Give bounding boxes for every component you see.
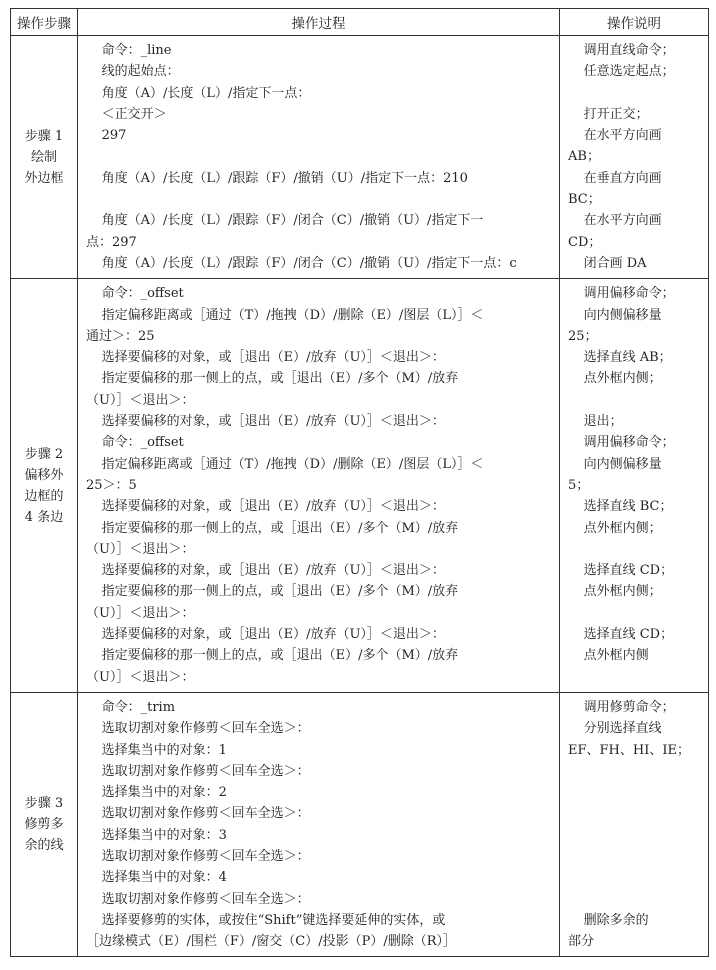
process-line: 选取切割对象作修剪＜回车全选＞： (101, 891, 310, 907)
note-line (568, 825, 704, 846)
process-line: 选择要偏移的对象，或［退出（E）/放弃（U）］＜退出＞： (101, 563, 445, 579)
note-line: 点外框内侧； (583, 520, 662, 536)
note-line: 25； (568, 328, 598, 344)
process-line: 命令：_offset (101, 435, 184, 451)
note-line: 删除多余的 (583, 912, 649, 928)
process-line: 选取切割对象作修剪＜回车全选＞： (101, 806, 310, 822)
table-row (11, 279, 709, 693)
process-line: 指定要偏移的那一侧上的点，或［退出（E）/多个（M）/放弃 (101, 371, 459, 387)
step-label-line: 边框的 (24, 488, 64, 504)
note-line (568, 390, 704, 411)
header-process: 操作过程 (78, 9, 560, 36)
process-line: 指定要偏移的那一侧上的点，或［退出（E）/多个（M）/放弃 (101, 584, 459, 600)
operation-table (10, 8, 709, 957)
note-line: 调用直线命令； (583, 43, 675, 58)
process-line: 选择集当中的对象：3 (101, 827, 227, 843)
process-cell (78, 279, 560, 693)
note-line (568, 889, 704, 910)
process-line: 角度（A）/长度（L）/跟踪（F）/撤销（U）/指定下一点：210 (101, 170, 468, 186)
note-line: 5； (568, 477, 590, 493)
process-line: 选取切割对象作修剪＜回车全选＞： (101, 848, 310, 864)
process-line: （U）］＜退出＞： (86, 541, 195, 557)
note-line: 点外框内侧； (583, 371, 662, 387)
note-line: 调用偏移命令； (583, 435, 675, 451)
step-cell (11, 279, 78, 693)
process-line: 选取切割对象作修剪＜回车全选＞： (101, 721, 310, 737)
process-line: ［边缘模式（E）/围栏（F）/窗交（C）/投影（P）/删除（R）］ (86, 934, 457, 950)
step-cell (11, 36, 78, 279)
note-line: AB； (568, 149, 600, 165)
header-notes: 操作说明 (560, 9, 709, 36)
process-line: 指定要偏移的那一侧上的点，或［退出（E）/多个（M）/放弃 (101, 648, 459, 664)
process-line: 角度（A）/长度（L）/跟踪（F）/闭合（C）/撤销（U）/指定下一 (101, 213, 484, 229)
note-line: EF、FH、HI、IE； (568, 742, 690, 758)
step-label-line: 步骤 1 (24, 128, 64, 144)
table-row (11, 36, 709, 279)
process-cell (78, 692, 560, 957)
note-line: 选择直线 CD； (583, 563, 674, 579)
step-label-line: 余的线 (24, 838, 64, 854)
process-line: 线的起始点： (101, 64, 180, 80)
process-line: 选择要偏移的对象，或［退出（E）/放弃（U）］＜退出＞： (101, 414, 445, 430)
process-line: 选择集当中的对象：1 (101, 742, 227, 758)
note-line: 调用修剪命令； (583, 699, 675, 715)
process-line: （U）］＜退出＞： (86, 605, 195, 621)
note-line: 打开正交； (583, 106, 649, 122)
note-line: 退出； (583, 414, 623, 430)
process-line: 指定偏移距离或［通过（T）/拖拽（D）/删除（E）/图层（L）］＜ (101, 456, 484, 472)
notes-cell (560, 692, 709, 957)
step-cell (11, 692, 78, 957)
step-label-line: 修剪多 (24, 817, 64, 833)
note-line (568, 761, 704, 782)
note-line (568, 667, 704, 688)
process-line: 点：297 (86, 234, 137, 250)
note-line: 调用偏移命令； (583, 286, 675, 302)
process-line: ＜正交开＞ (101, 106, 167, 122)
operation-table-document (10, 8, 709, 957)
note-line (568, 846, 704, 867)
process-line: 297 (101, 128, 127, 144)
note-line: 在水平方向画 (583, 128, 662, 144)
step-label-line: 步骤 2 (24, 446, 64, 462)
step-label-line: 偏移外 (24, 467, 64, 483)
note-line: 部分 (568, 934, 595, 950)
note-line: CD； (568, 234, 602, 250)
step-label-line: 步骤 3 (24, 796, 64, 812)
note-line: 选择直线 CD； (583, 627, 674, 643)
process-line: （U）］＜退出＞： (86, 392, 195, 408)
table-body (11, 36, 709, 957)
step-label-line: 外边框 (24, 170, 64, 186)
process-line (86, 189, 553, 210)
process-line: 选择集当中的对象：4 (101, 870, 227, 886)
process-line: 选择要偏移的对象，或［退出（E）/放弃（U）］＜退出＞： (101, 350, 445, 366)
step-label-line: 4 条边 (24, 509, 64, 525)
process-line: 选择要偏移的对象，或［退出（E）/放弃（U）］＜退出＞： (101, 627, 445, 643)
note-line: 向内侧偏移量 (583, 307, 662, 323)
process-line: 选取切割对象作修剪＜回车全选＞： (101, 763, 310, 779)
process-line: 命令：_trim (101, 699, 176, 715)
note-line (568, 603, 704, 624)
process-line: 角度（A）/长度（L）/指定下一点： (101, 85, 311, 101)
process-line: 角度（A）/长度（L）/跟踪（F）/闭合（C）/撤销（U）/指定下一点：c (101, 255, 517, 271)
notes-cell (560, 36, 709, 279)
note-line (568, 539, 704, 560)
process-line: 指定偏移距离或［通过（T）/拖拽（D）/删除（E）/图层（L）］＜ (101, 307, 484, 323)
process-line: 选择要修剪的实体，或按住“Shift”键选择要延伸的实体，或 (101, 912, 446, 928)
notes-cell (560, 279, 709, 693)
note-line (568, 782, 704, 803)
note-line: BC； (568, 192, 601, 208)
note-line: 选择直线 AB； (583, 350, 672, 366)
header-row (11, 9, 709, 36)
process-line (86, 146, 553, 167)
process-line: 指定要偏移的那一侧上的点，或［退出（E）/多个（M）/放弃 (101, 520, 459, 536)
note-line: 选择直线 BC； (583, 499, 673, 515)
process-line: 选择要偏移的对象，或［退出（E）/放弃（U）］＜退出＞： (101, 499, 445, 515)
process-line: 命令：_offset (101, 286, 184, 302)
note-line: 在水平方向画 (583, 213, 662, 229)
note-line: 点外框内侧； (583, 584, 662, 600)
process-line: （U）］＜退出＞： (86, 669, 195, 685)
process-line: 通过＞：25 (86, 328, 155, 344)
process-line: 25＞：5 (86, 477, 137, 493)
table-row (11, 692, 709, 957)
note-line: 分别选择直线 (583, 721, 662, 737)
note-line: 在垂直方向画 (583, 170, 662, 186)
header-step: 操作步骤 (11, 9, 78, 36)
note-line (568, 867, 704, 888)
process-line: 命令：_line (101, 43, 172, 58)
process-line: 选择集当中的对象：2 (101, 785, 227, 801)
note-line: 向内侧偏移量 (583, 456, 662, 472)
note-line: 闭合画 DA (583, 255, 647, 271)
note-line: 任意选定起点； (583, 64, 675, 80)
note-line (568, 803, 704, 824)
note-line: 点外框内侧 (583, 648, 649, 664)
process-cell (78, 36, 560, 279)
note-line (568, 83, 704, 104)
step-label-line: 绘制 (30, 149, 57, 165)
